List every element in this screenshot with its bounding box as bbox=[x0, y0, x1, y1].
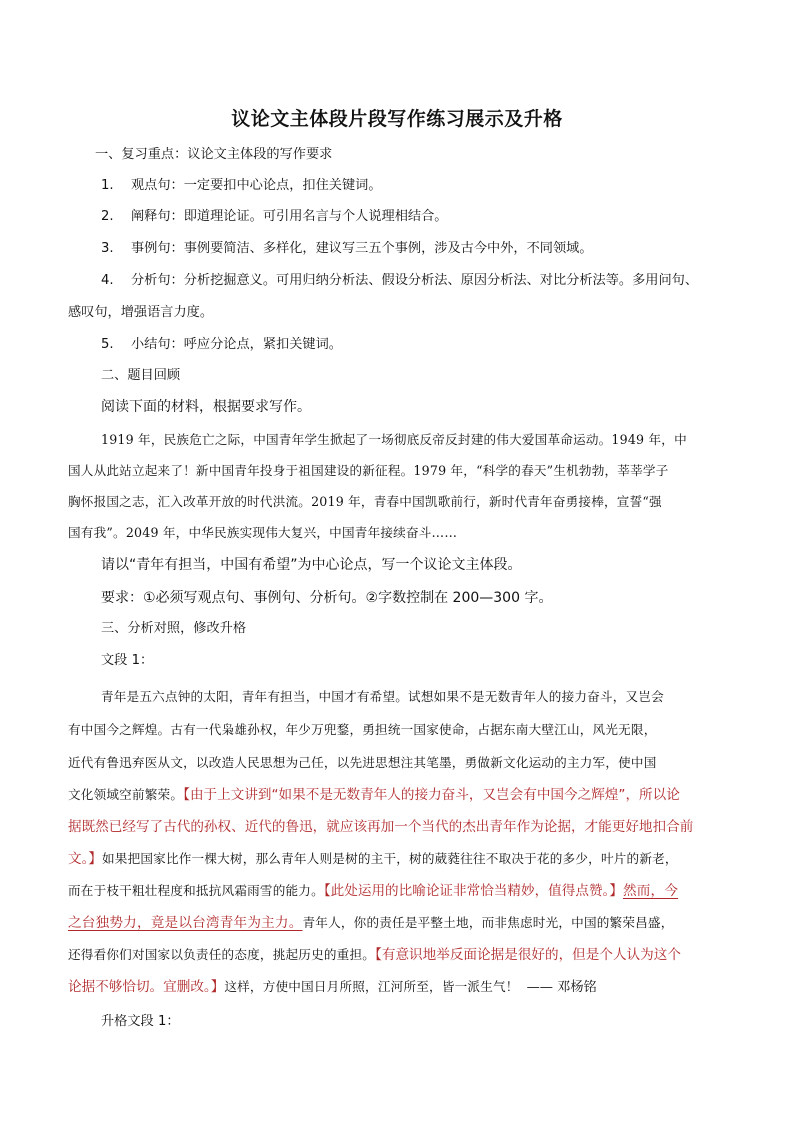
writing-prompt: 请以“青年有担当，中国有希望”为中心论点，写一个议论文主体段。 bbox=[101, 557, 522, 573]
item-text: 小结句：呼应分论点，紧扣关键词。 bbox=[131, 337, 342, 352]
essay-line bbox=[68, 882, 678, 901]
material-line: 胸怀报国之志，汇入改革开放的时代洪流。2019 年，青春中国凯歌前行，新时代青年奋勇接棒，宣誓“强 bbox=[68, 494, 662, 509]
writing-requirements: 要求：①必须写观点句、事例句、分析句。②字数控制在 200—300 字。 bbox=[101, 590, 553, 606]
essay-author: —— 邓杨铭 bbox=[526, 980, 597, 995]
section3-heading: 三、分析对照，修改升格 bbox=[101, 621, 247, 636]
page-title: 议论文主体段片段写作练习展示及升格 bbox=[231, 108, 563, 130]
material-line: 国有我”。2049 年，中华民族实现伟大复兴，中国青年接续奋斗…… bbox=[68, 525, 458, 540]
essay-text: 这样，方使中国日月所照，江河所至，皆一派生气！ bbox=[224, 979, 519, 994]
section2-instruction: 阅读下面的材料，根据要求写作。 bbox=[101, 399, 311, 415]
essay-line: 近代有鲁迅弃医从文，以改造人民思想为己任，以先进思想注其笔墨，勇做新文化运动的主力军，使中国 bbox=[68, 755, 657, 770]
item-text: 阐释句：即道理论证。可引用名言与个人说理相结合。 bbox=[131, 209, 448, 224]
essay-line bbox=[68, 914, 674, 933]
teacher-comment: 据既然已经写了古代的孙权、近代的鲁迅，就应该再加一个当代的杰出青年作为论据，才能更好地扣合前 bbox=[68, 819, 694, 835]
essay-text: 而在于枝干粗壮程度和抵抗风霜雨雪的能力。 bbox=[68, 883, 324, 898]
teacher-comment: 论据不够恰切。宜删改。】 bbox=[68, 979, 225, 995]
material-line: 国人从此站立起来了！新中国青年投身于祖国建设的新征程。1979 年，“科学的春天”生机勃勃，莘莘学子 bbox=[68, 463, 669, 478]
item-number: 5. bbox=[101, 337, 114, 352]
underlined-text: 然而，今 bbox=[622, 883, 679, 899]
list-item bbox=[101, 240, 593, 258]
essay-label: 文段 1： bbox=[101, 653, 154, 668]
item-number: 1. bbox=[101, 178, 114, 193]
teacher-comment: 【由于上文讲到“如果不是无数青年人的接力奋斗，又岂会有中国今之辉煌”，所以论 bbox=[183, 787, 680, 803]
item-text: 观点句：一定要扣中心论点，扣住关键词。 bbox=[131, 178, 382, 193]
essay-line bbox=[68, 850, 678, 869]
revised-essay-label: 升格文段 1： bbox=[101, 1014, 180, 1029]
list-item bbox=[101, 336, 342, 354]
essay-text: 如果把国家比作一棵大树，那么青年人则是树的主干，树的葳蕤往往不取决于花的多少，叶片的新老， bbox=[101, 851, 678, 866]
list-item bbox=[101, 208, 448, 226]
teacher-comment: 【有意识地举反面论据是很好的，但是个人认为这个 bbox=[375, 947, 681, 963]
material-line: 1919 年，民族危亡之际，中国青年学生掀起了一场彻底反帝反封建的伟大爱国革命运动。1949 年，中 bbox=[101, 432, 687, 447]
essay-line: 青年是五六点钟的太阳，青年有担当，中国才有希望。试想如果不是无数青年人的接力奋斗，又岂会 bbox=[101, 689, 664, 704]
essay-text: 文化领域空前繁荣。 bbox=[68, 787, 184, 802]
teacher-comment: 【此处运用的比喻论证非常恰当精妙，值得点赞。】 bbox=[323, 883, 623, 899]
teacher-comment: 文。】 bbox=[68, 851, 102, 867]
list-item bbox=[101, 177, 382, 195]
item-number: 4. bbox=[101, 273, 114, 288]
list-item-continuation: 感叹句，增强语言力度。 bbox=[68, 305, 214, 320]
essay-text: 青年人，你的责任是平整土地，而非焦虑时光，中国的繁荣昌盛， bbox=[302, 915, 674, 930]
essay-text: 还得看你们对国家以负责任的态度，挑起历史的重担。 bbox=[68, 947, 376, 962]
section1-heading: 一、复习重点：议论文主体段的写作要求 bbox=[95, 147, 333, 162]
item-text: 分析句：分析挖掘意义。可用归纳分析法、假设分析法、原因分析法、对比分析法等。多用问句、 bbox=[131, 273, 699, 288]
item-text: 事例句：事例要简洁、多样化，建议写三五个事例，涉及古今中外，不同领域。 bbox=[131, 241, 593, 256]
essay-line bbox=[68, 786, 680, 805]
section2-heading: 二、题目回顾 bbox=[101, 368, 181, 383]
essay-line bbox=[68, 978, 597, 997]
item-number: 2. bbox=[101, 209, 114, 224]
underlined-text: 之台独势力，竟是以台湾青年为主力。 bbox=[68, 915, 303, 931]
item-number: 3. bbox=[101, 241, 114, 256]
essay-line bbox=[68, 946, 681, 965]
list-item bbox=[101, 272, 698, 290]
essay-line: 有中国今之辉煌。古有一代枭雄孙权，年少万兜鍪，勇担统一国家使命，占据东南大壁江山，风光无限， bbox=[68, 722, 657, 737]
